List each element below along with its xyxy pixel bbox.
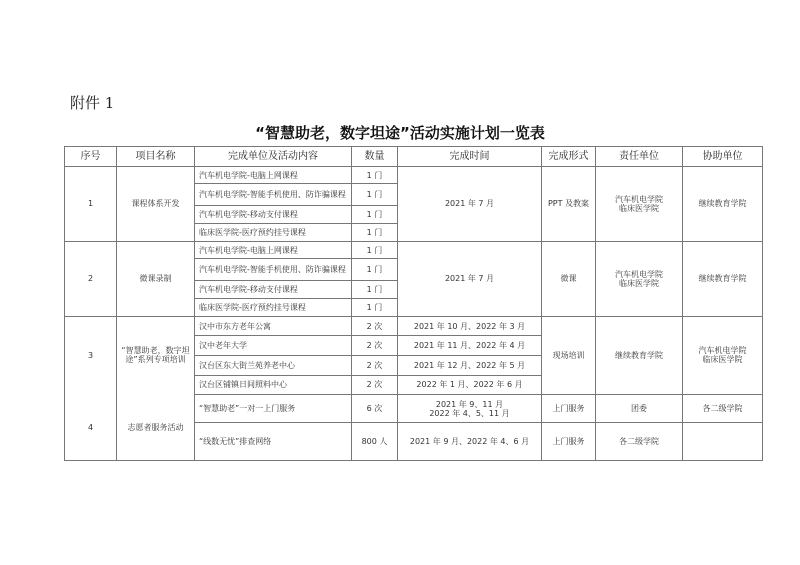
group-3-item-3-qty: 2 次 [352, 356, 398, 376]
group-4-project: 志愿者服务活动 [117, 394, 195, 460]
table-row [65, 394, 763, 423]
group-1-item-2-content: 汽车机电学院-智能手机使用、防诈骗课程 [195, 184, 352, 206]
group-3-form: 现场培训 [542, 316, 596, 394]
group-2-assist: 继续教育学院 [683, 241, 763, 316]
group-2-item-3-qty: 1 门 [352, 281, 398, 299]
group-2-item-4-content: 临床医学院-医疗预约挂号课程 [195, 299, 352, 317]
group-3-item-3-content: 汉台区东大街兰苑养老中心 [195, 356, 352, 376]
group-4-item-1-form: 上门服务 [542, 394, 596, 423]
plan-table [64, 146, 763, 461]
group-1-item-2-qty: 1 门 [352, 184, 398, 206]
group-2-form: 微课 [542, 241, 596, 316]
group-1-time: 2021 年 7 月 [398, 166, 542, 241]
attachment-label: 附件 1 [70, 94, 115, 112]
group-3-responsible: 继续教育学院 [596, 316, 683, 394]
group-2-time: 2021 年 7 月 [398, 241, 542, 316]
group-4-index: 4 [65, 394, 117, 460]
group-2-project: 微课录制 [117, 241, 195, 316]
group-1-item-3-content: 汽车机电学院-移动支付课程 [195, 206, 352, 224]
group-3-item-4-time: 2022 年 1 月、2022 年 6 月 [398, 376, 542, 395]
group-2-item-3-content: 汽车机电学院-移动支付课程 [195, 281, 352, 299]
group-1-form: PPT 及教案 [542, 166, 596, 241]
group-4-item-1-assist: 各二级学院 [683, 394, 763, 423]
group-1-item-1-qty: 1 门 [352, 166, 398, 184]
table-row [65, 241, 763, 259]
group-1-index: 1 [65, 166, 117, 241]
group-2-item-1-content: 汽车机电学院-电脑上网课程 [195, 241, 352, 259]
group-3-item-2-time: 2021 年 11 月、2022 年 4 月 [398, 336, 542, 356]
col-header-project: 项目名称 [117, 147, 195, 167]
group-1-project: 课程体系开发 [117, 166, 195, 241]
group-4-item-2-assist [683, 423, 763, 461]
group-3-item-4-qty: 2 次 [352, 376, 398, 395]
group-1-assist: 继续教育学院 [683, 166, 763, 241]
table-header-row [65, 147, 763, 167]
group-2-item-2-qty: 1 门 [352, 259, 398, 281]
table-row [65, 166, 763, 184]
group-3-item-1-content: 汉中市东方老年公寓 [195, 316, 352, 336]
group-2-responsible: 汽车机电学院 临床医学院 [596, 241, 683, 316]
group-3-item-2-qty: 2 次 [352, 336, 398, 356]
group-1-item-4-content: 临床医学院-医疗预约挂号课程 [195, 224, 352, 242]
col-header-time: 完成时间 [398, 147, 542, 167]
group-1-item-1-content: 汽车机电学院-电脑上网课程 [195, 166, 352, 184]
group-3-item-3-time: 2021 年 12 月、2022 年 5 月 [398, 356, 542, 376]
col-header-quantity: 数量 [352, 147, 398, 167]
col-header-responsible: 责任单位 [596, 147, 683, 167]
group-3-item-1-time: 2021 年 10 月、2022 年 3 月 [398, 316, 542, 336]
group-4-item-1-qty: 6 次 [352, 394, 398, 423]
group-4-item-1-time: 2021 年 9、11 月 2022 年 4、5、11 月 [398, 394, 542, 423]
group-2-item-4-qty: 1 门 [352, 299, 398, 317]
col-header-form: 完成形式 [542, 147, 596, 167]
group-1-item-4-qty: 1 门 [352, 224, 398, 242]
table-row [65, 316, 763, 336]
group-4-item-1-content: “智慧助老”一对一上门服务 [195, 394, 352, 423]
group-4-item-2-time: 2021 年 9 月、2022 年 4、6 月 [398, 423, 542, 461]
col-header-index: 序号 [65, 147, 117, 167]
col-header-assist: 协助单位 [683, 147, 763, 167]
group-3-item-4-content: 汉台区铺镇日间照料中心 [195, 376, 352, 395]
group-3-assist: 汽车机电学院 临床医学院 [683, 316, 763, 394]
group-3-project: “智慧助老，数字坦途”系列专项培训 [117, 316, 195, 394]
group-1-item-3-qty: 1 门 [352, 206, 398, 224]
document-title: “智慧助老，数字坦途”活动实施计划一览表 [255, 124, 545, 142]
group-3-item-1-qty: 2 次 [352, 316, 398, 336]
group-2-item-2-content: 汽车机电学院-智能手机使用、防诈骗课程 [195, 259, 352, 281]
group-4-item-1-responsible: 团委 [596, 394, 683, 423]
group-1-responsible: 汽车机电学院 临床医学院 [596, 166, 683, 241]
group-4-item-2-qty: 800 人 [352, 423, 398, 461]
group-3-item-2-content: 汉中老年大学 [195, 336, 352, 356]
group-4-item-2-content: “线数无忧”排查网络 [195, 423, 352, 461]
group-4-item-2-form: 上门服务 [542, 423, 596, 461]
group-3-index: 3 [65, 316, 117, 394]
group-2-item-1-qty: 1 门 [352, 241, 398, 259]
group-2-index: 2 [65, 241, 117, 316]
group-4-item-2-responsible: 各二级学院 [596, 423, 683, 461]
col-header-content: 完成单位及活动内容 [195, 147, 352, 167]
